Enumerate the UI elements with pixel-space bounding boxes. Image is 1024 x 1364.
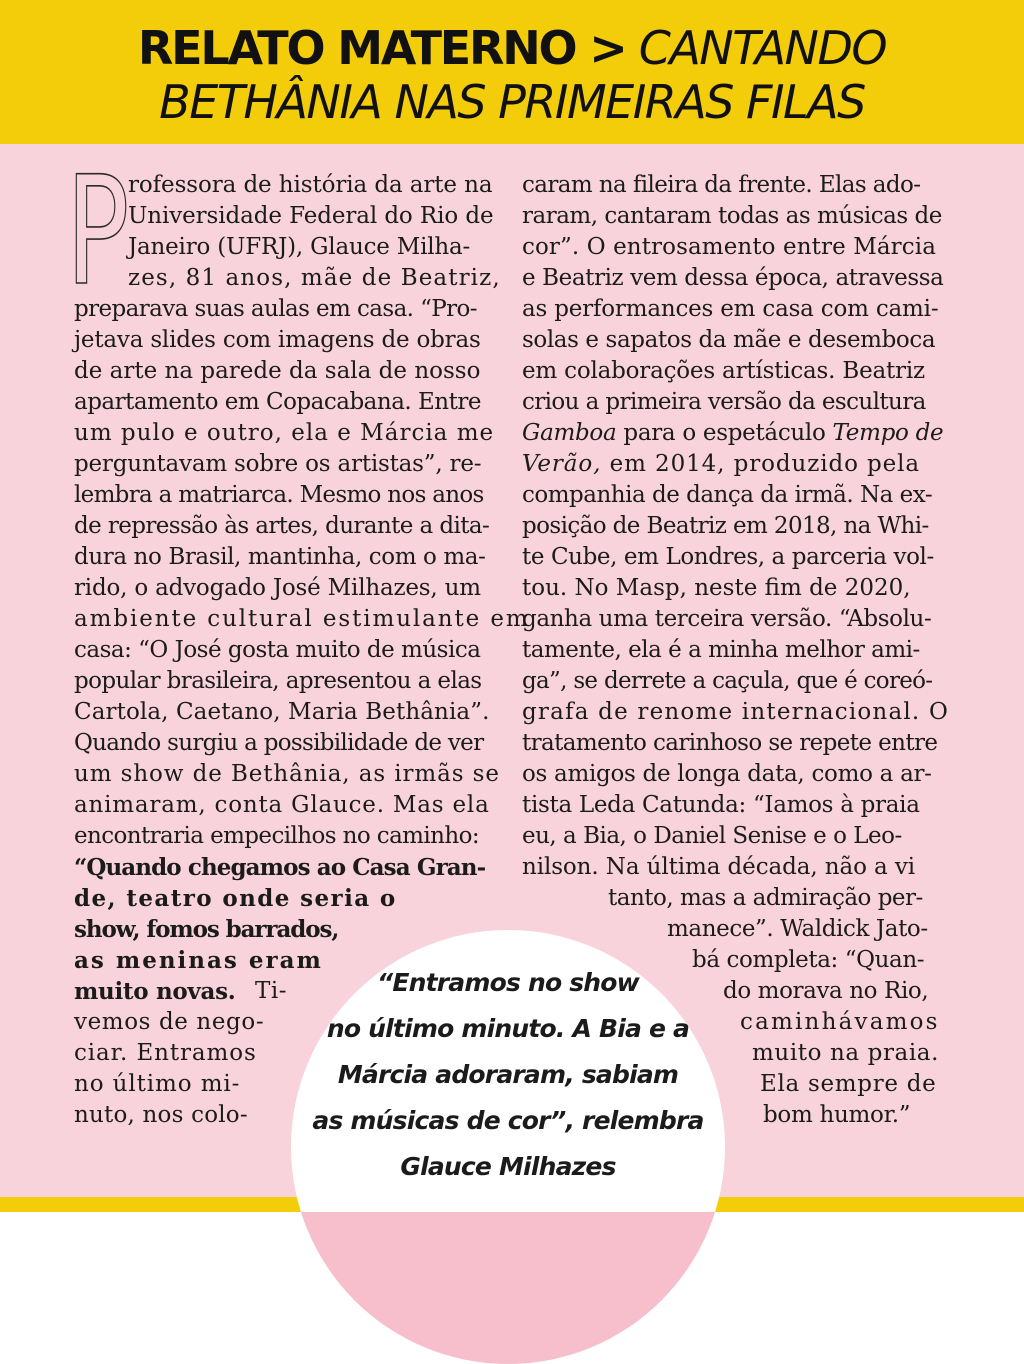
article-line: te Cube, em Londres, a parceria vol- bbox=[522, 544, 934, 570]
article-line: Ti- bbox=[255, 978, 287, 1004]
article-line: rido, o advogado José Milhazes, um bbox=[74, 575, 481, 601]
article-line: zes, 81 anos, mãe de Beatriz, bbox=[128, 265, 501, 291]
article-line: ciar. Entramos bbox=[74, 1040, 257, 1066]
article-line: criou a primeira versão da escultura bbox=[522, 389, 926, 415]
article-line: tanto, mas a admiração per- bbox=[608, 885, 923, 911]
article-line-bold: de, teatro onde seria o bbox=[74, 885, 397, 912]
pullquote-line: “Entramos no show bbox=[377, 968, 639, 997]
article-line-bold: muito novas. bbox=[74, 978, 236, 1005]
article-line: um pulo e outro, ela e Márcia me bbox=[74, 420, 495, 446]
article-line: tou. No Masp, neste fim de 2020, bbox=[522, 575, 911, 601]
headline-subtitle-part-1: CANTANDO bbox=[638, 21, 887, 75]
article-line: Janeiro (UFRJ), Glauce Milha- bbox=[128, 234, 471, 260]
article-line: Cartola, Caetano, Maria Bethânia”. bbox=[74, 699, 490, 725]
article-line: eu, a Bia, o Daniel Senise e o Leo- bbox=[522, 823, 902, 849]
article-line: as performances em casa com cami- bbox=[522, 296, 939, 322]
show-title: Tempo de bbox=[832, 420, 944, 446]
article-line: preparava suas aulas em casa. “Pro- bbox=[74, 296, 477, 322]
show-title-cont: Verão, bbox=[522, 451, 602, 477]
article-line: e Beatriz vem dessa época, atravessa bbox=[522, 265, 944, 291]
headline-line-1 bbox=[0, 22, 1024, 74]
article-line: do morava no Rio, bbox=[723, 978, 929, 1004]
article-line: animaram, conta Glauce. Mas ela bbox=[74, 792, 490, 818]
article-line: tista Leda Catunda: “Iamos à praia bbox=[522, 792, 920, 818]
article-line: solas e sapatos da mãe e desemboca bbox=[522, 327, 936, 353]
article-line: de arte na parede da sala de nosso bbox=[74, 358, 481, 384]
headline-section-label: RELATO MATERNO > bbox=[137, 21, 626, 75]
article-line: Universidade Federal do Rio de bbox=[128, 203, 494, 229]
article-line: muito na praia. bbox=[752, 1040, 940, 1066]
article-line: casa: “O José gosta muito de música bbox=[74, 637, 481, 663]
article-line: tamente, ela é a minha melhor ami- bbox=[522, 637, 920, 663]
article-line: jetava slides com imagens de obras bbox=[74, 327, 481, 353]
drop-cap: P bbox=[66, 145, 130, 319]
article-line: de repressão às artes, durante a dita- bbox=[74, 513, 490, 539]
article-line: ganha uma terceira versão. “Absolu- bbox=[522, 606, 932, 632]
article-line: raram, cantaram todas as músicas de bbox=[522, 203, 942, 229]
pullquote-line: as músicas de cor”, relembra bbox=[312, 1106, 704, 1135]
article-line: companhia de dança da irmã. Na ex- bbox=[522, 482, 933, 508]
article-line: Ela sempre de bbox=[760, 1071, 937, 1097]
article-line: manece”. Waldick Jato- bbox=[667, 916, 928, 942]
article-line: em colaborações artísticas. Beatriz bbox=[522, 358, 925, 384]
article-line: cor”. O entrosamento entre Márcia bbox=[522, 234, 937, 260]
headline-line-2: BETHÂNIA NAS PRIMEIRAS FILAS bbox=[159, 75, 865, 129]
article-line: caminhávamos bbox=[740, 1009, 940, 1035]
article-line: posição de Beatriz em 2018, na Whi- bbox=[522, 513, 929, 539]
pullquote-line: Márcia adoraram, sabiam bbox=[337, 1060, 679, 1089]
headline-banner bbox=[0, 0, 1024, 144]
article-line: no último mi- bbox=[74, 1071, 241, 1097]
article-line: vemos de nego- bbox=[74, 1009, 265, 1035]
article-line: apartamento em Copacabana. Entre bbox=[74, 389, 481, 415]
article-line-mixed bbox=[522, 418, 943, 449]
article-line: tratamento carinhoso se repete entre bbox=[522, 730, 938, 756]
article-line: dura no Brasil, mantinha, com o ma- bbox=[74, 544, 486, 570]
article-line: nuto, nos colo- bbox=[74, 1102, 248, 1128]
article-line: ga”, se derrete a caçula, que é coreó- bbox=[522, 668, 933, 694]
article-line: ambiente cultural estimulante em bbox=[74, 606, 530, 632]
article-line: grafa de renome internacional. O bbox=[522, 699, 949, 725]
article-line: bom humor.” bbox=[763, 1102, 911, 1128]
article-line: rofessora de história da arte na bbox=[128, 172, 493, 198]
article-line: perguntavam sobre os artistas”, re- bbox=[74, 451, 482, 477]
article-text: para o espetáculo bbox=[616, 420, 833, 446]
article-line: um show de Bethânia, as irmãs se bbox=[74, 761, 500, 787]
article-line-bold: show, fomos barrados, bbox=[74, 916, 339, 943]
article-line: Quando surgiu a possibilidade de ver bbox=[74, 730, 484, 756]
article-line: os amigos de longa data, como a ar- bbox=[522, 761, 932, 787]
article-line: bá completa: “Quan- bbox=[692, 947, 925, 973]
article-line-bold: as meninas eram bbox=[74, 947, 323, 974]
article-line: encontraria empecilhos no caminho: bbox=[74, 823, 479, 849]
article-line: lembra a matriarca. Mesmo nos anos bbox=[74, 482, 484, 508]
pullquote-line: no último minuto. A Bia e a bbox=[326, 1014, 690, 1043]
article-line: nilson. Na última década, não a vi bbox=[522, 854, 916, 880]
article-line: caram na fileira da frente. Elas ado- bbox=[522, 172, 921, 198]
article-text: em 2014, produzido pela bbox=[601, 451, 921, 477]
article-line: popular brasileira, apresentou a elas bbox=[74, 668, 482, 694]
article-line-bold: “Quando chegamos ao Casa Gran- bbox=[74, 854, 486, 881]
article-line-mixed bbox=[522, 449, 920, 480]
artwork-title: Gamboa bbox=[522, 420, 617, 446]
pullquote-attribution: Glauce Milhazes bbox=[400, 1152, 616, 1181]
